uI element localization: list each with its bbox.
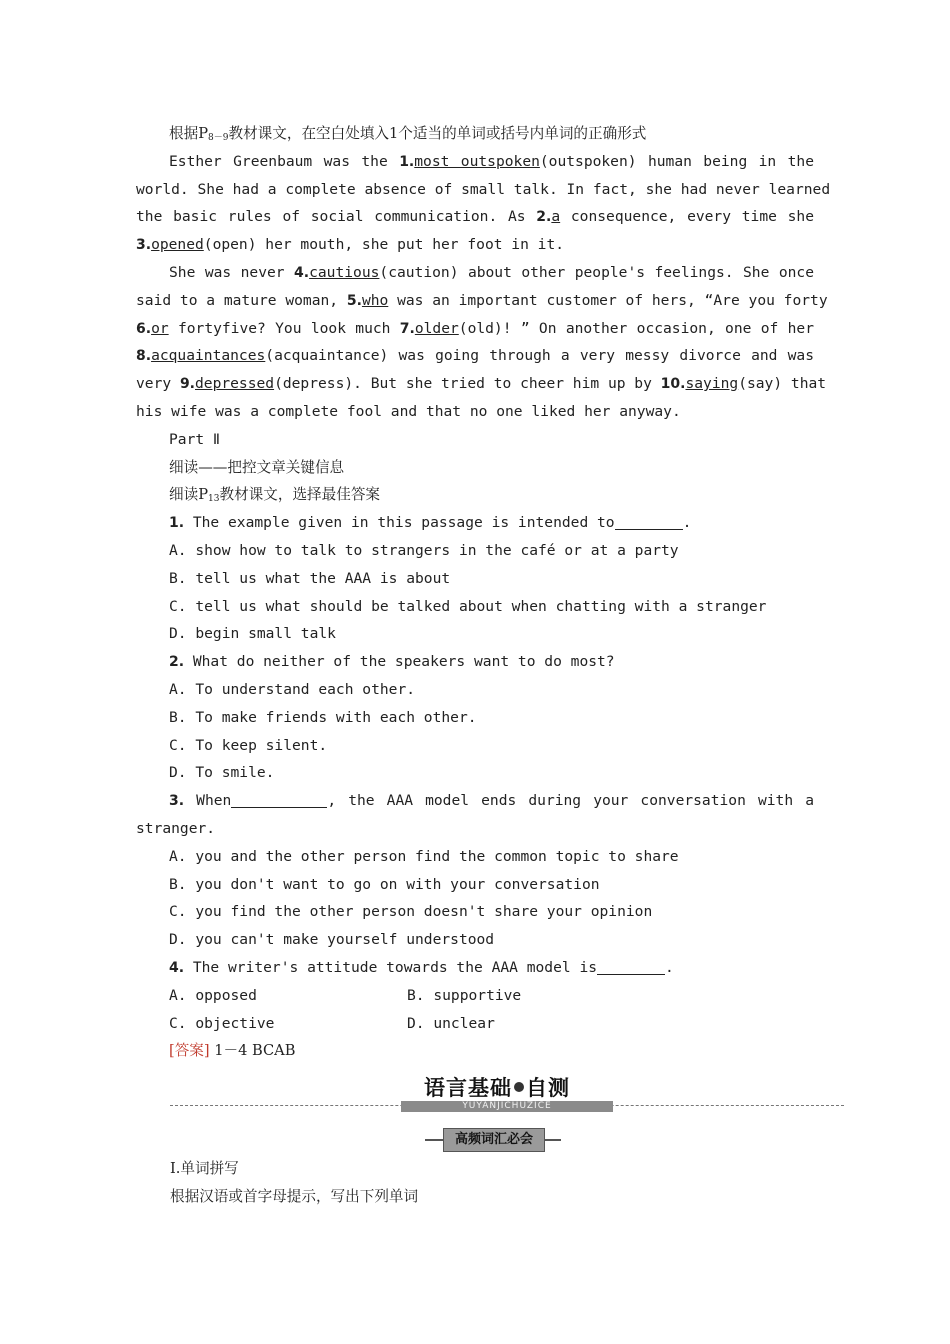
q4-option-d[interactable]: D. unclear [407, 1014, 495, 1032]
q2-option-a[interactable]: A. To understand each other. [169, 680, 416, 698]
q4-options-row-1 [136, 982, 814, 1010]
p1-line-2: world. She had a complete absence of small talk. In fact, she had never learned [136, 180, 831, 198]
part2-subheading: 细读——把控文章关键信息 [169, 458, 345, 476]
answer-9: depressed [195, 375, 275, 393]
q1-option-b[interactable]: B. tell us what the AAA is about [169, 569, 451, 587]
p1-line-3: the basic rules of social communication. As 2.a consequence, every time she [136, 208, 814, 226]
p2-line-3: 6.or fortyfive? You look much 7.older(old)! ” On another occasion, one of her [136, 319, 814, 337]
q4-option-c[interactable]: C. objective [169, 1014, 275, 1032]
answer-2: a [551, 208, 561, 226]
answer-1: most outspoken [414, 152, 540, 170]
question-1: 1. The example given in this passage is intended to . [169, 514, 692, 532]
q1-option-c[interactable]: C. tell us what should be talked about when chatting with a stranger [169, 597, 767, 615]
question-3: 3. When , the AAA model ends during your conversation with a [169, 792, 814, 810]
p1-line-4: 3.opened(open) her mouth, she put her foot in it. [136, 236, 565, 254]
question-4: 4. The writer's attitude towards the AAA model is . [169, 958, 674, 976]
q3-option-d[interactable]: D. you can't make yourself understood [169, 931, 495, 949]
p1-line-1: Esther Greenbaum was the 1.most outspoken(outspoken) human being in the [169, 152, 814, 170]
q2-option-d[interactable]: D. To smile. [169, 764, 275, 782]
q1-option-a[interactable]: A. show how to talk to strangers in the café or at a party [169, 541, 679, 559]
part1-section [136, 120, 831, 1065]
answer-blank[interactable] [597, 959, 665, 975]
spelling-section [170, 1155, 810, 1211]
p2-line-5: very 9.depressed(depress). But she tried to cheer him up by 10.saying(say) that [136, 375, 827, 393]
part2-heading: Part Ⅱ [169, 430, 221, 448]
answer-7: older [414, 319, 459, 337]
q4-option-a[interactable]: A. opposed [169, 986, 257, 1004]
q1-option-d[interactable]: D. begin small talk [169, 625, 336, 643]
answer-key: [答案] 1－4 BCAB [169, 1042, 296, 1060]
part2-instruction: 细读$P_{13}$教材课文，选择最佳答案 [169, 486, 381, 505]
q3-option-b[interactable]: B. you don't want to go on with your conversation [169, 875, 600, 893]
q4-options-row-2 [136, 1010, 814, 1038]
section-banner [170, 1072, 844, 1118]
answer-tag: [答案] [169, 1042, 210, 1060]
banner-pinyin-strip: YUYANJICHUZICE [401, 1101, 613, 1112]
answer-5: who [361, 291, 389, 309]
answer-8: acquaintances [151, 347, 266, 365]
section-heading: Ⅰ.单词拼写 [170, 1160, 239, 1177]
answer-4: cautious [309, 263, 380, 281]
answer-6: or [151, 319, 169, 337]
answer-blank[interactable] [231, 792, 327, 808]
p2-line-4: 8.acquaintances(acquaintance) was going through a very messy divorce and was [136, 347, 814, 365]
q3-option-a[interactable]: A. you and the other person find the common topic to share [169, 847, 679, 865]
p2-line-1: She was never 4.cautious(caution) about other people's feelings. She once [169, 263, 814, 281]
answer-10: saying [685, 375, 739, 393]
q4-option-b[interactable]: B. supportive [407, 986, 522, 1004]
p2-line-6: his wife was a complete fool and that no one liked her anyway. [136, 402, 681, 420]
p2-line-2: said to a mature woman, 5.who was an important customer of hers, “Are you forty [136, 291, 828, 309]
question-2: 2. What do neither of the speakers want to do most? [169, 653, 615, 671]
q2-option-c[interactable]: C. To keep silent. [169, 736, 328, 754]
q2-option-b[interactable]: B. To make friends with each other. [169, 708, 477, 726]
part1-instruction: 根据$P_{8-9}$教材课文，在空白处填入1个适当的单词或括号内单词的正确形式 [169, 125, 647, 143]
subhead-label: 高频词汇必会 [443, 1128, 545, 1152]
section-instruction: 根据汉语或首字母提示，写出下列单词 [170, 1187, 419, 1205]
answer-blank[interactable] [615, 514, 683, 530]
vocab-subhead [425, 1128, 561, 1150]
question-3-cont: stranger. [136, 819, 216, 837]
answer-3: opened [151, 236, 204, 254]
q3-option-c[interactable]: C. you find the other person doesn't share your opinion [169, 903, 653, 921]
banner-title: 语言基础 自测 [424, 1076, 570, 1100]
bullet-icon [514, 1082, 524, 1092]
